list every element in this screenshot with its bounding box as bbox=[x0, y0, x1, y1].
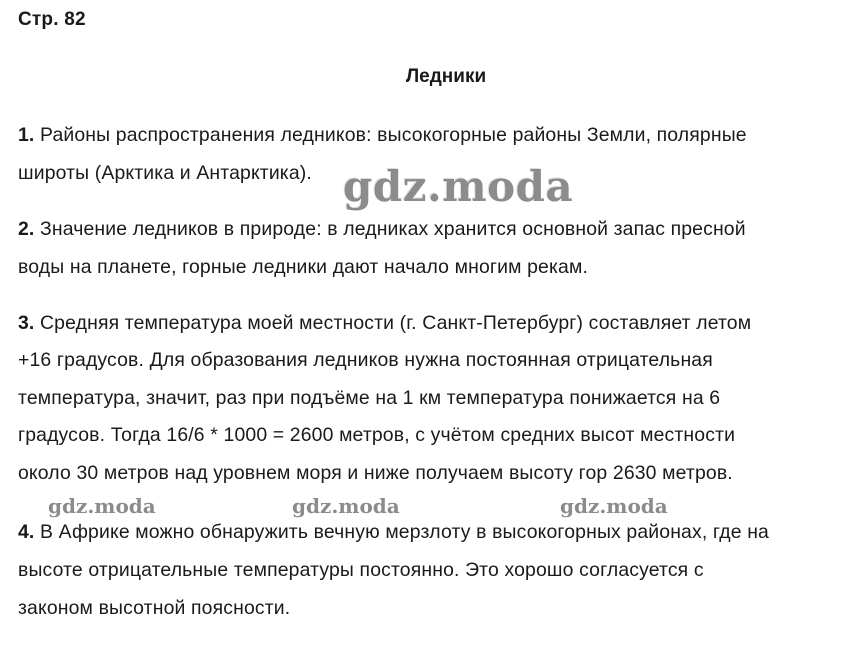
paragraph-line: +16 градусов. Для образования ледников нужна постоянная отрицательная bbox=[18, 349, 713, 372]
paragraph-line: высоте отрицательные температуры постоянно. Это хорошо согласуется с bbox=[18, 559, 704, 581]
answer-paragraph-4 bbox=[18, 513, 868, 627]
answer-number: 1. bbox=[18, 124, 35, 146]
answer-number: 4. bbox=[18, 521, 35, 543]
answer-paragraph-2 bbox=[18, 210, 868, 286]
answer-number: 2. bbox=[18, 218, 35, 240]
watermark-right: gdz.moda bbox=[560, 494, 668, 518]
paragraph-line bbox=[18, 513, 868, 551]
answer-number: 3. bbox=[18, 312, 35, 334]
paragraph-line bbox=[18, 116, 868, 154]
paragraph-line: температура, значит, раз при подъёме на 1 км температура понижается на 6 bbox=[18, 386, 721, 409]
paragraph-line: широты (Арктика и Антарктика). bbox=[18, 162, 312, 184]
paragraph-line: градусов. Тогда 16/6 * 1000 = 2600 метров, с учётом средних высот местности bbox=[18, 424, 736, 447]
page-number-label: Стр. 82 bbox=[18, 9, 86, 30]
page-title: Ледники bbox=[405, 66, 487, 87]
watermark-center: gdz.moda bbox=[292, 494, 400, 518]
watermark-large: gdz.moda bbox=[343, 162, 574, 211]
answer-paragraph-1 bbox=[18, 116, 868, 192]
paragraph-text: Значение ледников в природе: в ледниках хранится основной запас пресной bbox=[34, 218, 746, 240]
watermark-left: gdz.moda bbox=[48, 494, 156, 518]
paragraph-line: около 30 метров над уровнем моря и ниже получаем высоту гор 2630 метров. bbox=[18, 461, 733, 484]
paragraph-text: В Африке можно обнаружить вечную мерзлоту в высокогорных районах, где на bbox=[34, 521, 769, 543]
paragraph-text: Средняя температура моей местности (г. Санкт-Петербург) составляет летом bbox=[34, 312, 752, 334]
paragraph-line bbox=[18, 305, 868, 342]
paragraph-text: Районы распространения ледников: высокогорные районы Земли, полярные bbox=[34, 124, 747, 146]
paragraph-line: законом высотной поясности. bbox=[18, 597, 291, 619]
answer-paragraph-3 bbox=[18, 305, 868, 492]
paragraph-line bbox=[18, 210, 868, 248]
paragraph-line: воды на планете, горные ледники дают начало многим рекам. bbox=[18, 256, 589, 278]
